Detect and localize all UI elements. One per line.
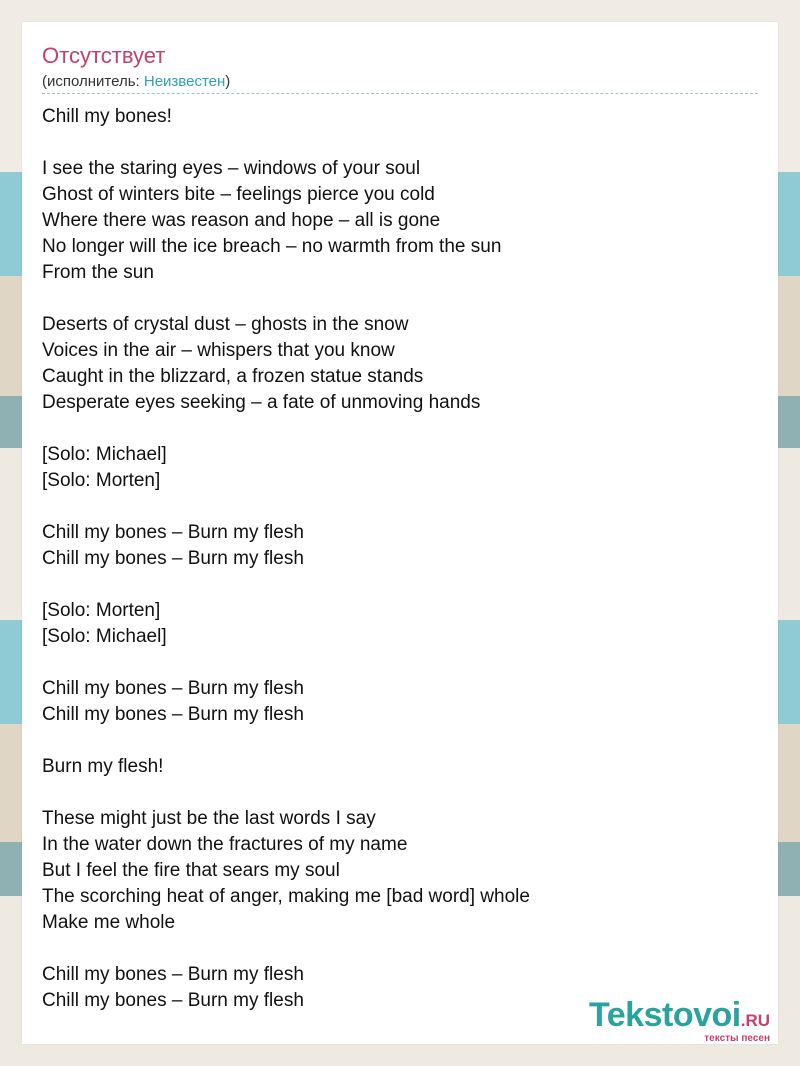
lyric-line: [Solo: Morten]: [42, 600, 161, 621]
lyric-line: [42, 416, 742, 442]
artist-link[interactable]: Неизвестен: [143, 73, 226, 90]
lyric-line: No longer will the ice breach – no warmth from the sun: [42, 236, 502, 257]
artist-suffix: ): [225, 73, 231, 90]
lyric-line: [42, 780, 742, 806]
artist-prefix: (исполнитель:: [42, 73, 144, 90]
lyric-line: Make me whole: [42, 912, 176, 933]
lyric-line: [42, 130, 742, 156]
artist-line: [42, 73, 230, 91]
lyric-line: Where there was reason and hope – all is gone: [42, 210, 441, 231]
lyric-line: Caught in the blizzard, a frozen statue stands: [42, 366, 424, 387]
lyric-line: These might just be the last words I say: [42, 808, 376, 829]
lyric-line: [42, 728, 742, 754]
lyric-line: Chill my bones – Burn my flesh: [42, 522, 304, 543]
lyric-line: [Solo: Morten]: [42, 470, 161, 491]
lyrics-text: [42, 104, 742, 1014]
lyrics-card: [22, 22, 778, 1044]
lyric-line: From the sun: [42, 262, 154, 283]
lyric-line: Deserts of crystal dust – ghosts in the snow: [42, 314, 409, 335]
lyric-line: [42, 494, 742, 520]
lyric-line: [42, 650, 742, 676]
lyric-line: But I feel the fire that sears my soul: [42, 860, 340, 881]
logo-tld: .RU: [740, 1011, 770, 1030]
logo-name: Tekstovoi: [589, 996, 741, 1034]
song-title: Отсутствует: [42, 43, 166, 68]
lyric-line: The scorching heat of anger, making me [bad word] whole: [42, 886, 530, 907]
lyric-line: [42, 286, 742, 312]
lyric-line: [Solo: Michael]: [42, 444, 167, 465]
lyric-line: Ghost of winters bite – feelings pierce you cold: [42, 184, 435, 205]
lyric-line: Chill my bones!: [42, 106, 172, 127]
lyric-line: Chill my bones – Burn my flesh: [42, 678, 304, 699]
lyric-line: Chill my bones – Burn my flesh: [42, 704, 304, 725]
lyric-line: Voices in the air – whispers that you know: [42, 340, 395, 361]
divider: [42, 93, 758, 94]
lyric-line: Chill my bones – Burn my flesh: [42, 548, 304, 569]
site-logo[interactable]: [589, 998, 770, 1032]
lyric-line: [42, 572, 742, 598]
lyric-line: [42, 936, 742, 962]
lyric-line: [Solo: Michael]: [42, 626, 167, 647]
lyric-line: Chill my bones – Burn my flesh: [42, 964, 304, 985]
lyric-line: Chill my bones – Burn my flesh: [42, 990, 304, 1011]
lyric-line: In the water down the fractures of my name: [42, 834, 408, 855]
logo-tagline: тексты песен: [704, 1033, 770, 1044]
lyric-line: I see the staring eyes – windows of your soul: [42, 158, 421, 179]
lyric-line: Desperate eyes seeking – a fate of unmoving hands: [42, 392, 481, 413]
lyric-line: Burn my flesh!: [42, 756, 164, 777]
